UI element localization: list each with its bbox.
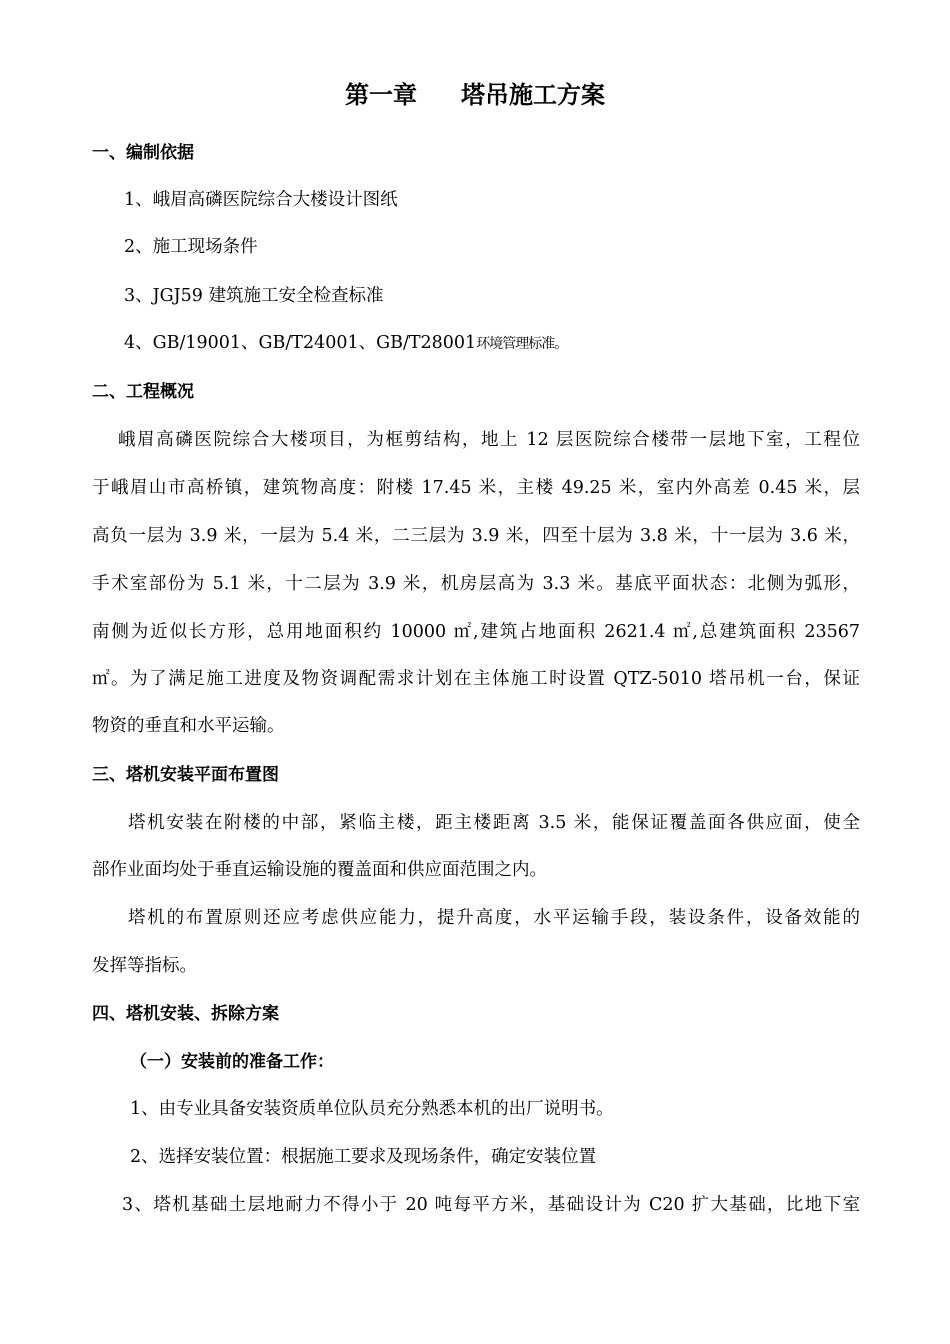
overview-line-7: 物资的垂直和水平运输。 — [92, 716, 285, 736]
overview-line-1: 峨眉高磷医院综合大楼项目，为框剪结构，地上 12 层医院综合楼带一层地下室，工程位 — [118, 430, 860, 450]
subsection-heading-prep: （一）安装前的准备工作： — [130, 1052, 334, 1072]
basis-item-4-tail: 环境管理标准。 — [476, 336, 568, 352]
overview-line-2: 于峨眉山市高桥镇，建筑物高度：附楼 17.45 米，主楼 49.25 米，室内外高差 0.45 米，层 — [92, 478, 860, 498]
layout-line-3: 塔机的布置原则还应考虑供应能力，提升高度，水平运输手段，装设条件，设备效能的 — [128, 908, 860, 928]
chapter-name: 塔吊施工方案 — [461, 81, 605, 109]
overview-line-6: ㎡。为了满足施工进度及物资调配需求计划在主体施工时设置 QTZ-5010 塔吊机一台，保证 — [92, 669, 860, 689]
prep-item-2: 2、选择安装位置：根据施工要求及现场条件，确定安装位置 — [130, 1147, 597, 1167]
basis-item-2: 2、施工现场条件 — [124, 237, 258, 257]
overview-line-4: 手术室部份为 5.1 米，十二层为 3.9 米，机房层高为 3.3 米。基底平面状态：北侧为弧形， — [92, 574, 860, 594]
layout-line-1: 塔机安装在附楼的中部，紧临主楼，距主楼距离 3.5 米，能保证覆盖面各供应面，使全 — [128, 813, 860, 833]
section-heading-basis: 一、编制依据 — [92, 143, 194, 163]
section-heading-install: 四、塔机安装、拆除方案 — [92, 1004, 279, 1024]
basis-item-1: 1、峨眉高磷医院综合大楼设计图纸 — [124, 190, 398, 210]
page-title — [0, 80, 950, 110]
section-heading-overview: 二、工程概况 — [92, 382, 194, 402]
chapter-number: 第一章 — [345, 81, 417, 109]
overview-line-3: 高负一层为 3.9 米，一层为 5.4 米，二三层为 3.9 米，四至十层为 3.8 米，十一层为 3.6 米， — [92, 526, 860, 546]
overview-line-5: 南侧为近似长方形，总用地面积约 10000 ㎡,建筑占地面积 2621.4 ㎡,总建筑面积 23567 — [92, 622, 860, 642]
section-heading-layout: 三、塔机安装平面布置图 — [92, 765, 279, 785]
basis-item-3: 3、JGJ59 建筑施工安全检查标准 — [124, 286, 384, 306]
layout-line-4: 发挥等指标。 — [92, 956, 197, 976]
basis-item-4-standards: 4、GB/19001、GB/T24001、GB/T28001 — [124, 333, 477, 353]
prep-item-1: 1、由专业具备安装资质单位队员充分熟悉本机的出厂说明书。 — [130, 1099, 614, 1119]
basis-item-4 — [124, 332, 567, 355]
prep-item-3: 3、塔机基础土层地耐力不得小于 20 吨每平方米，基础设计为 C20 扩大基础，比地下室 — [122, 1195, 860, 1215]
layout-line-2: 部作业面均处于垂直运输设施的覆盖面和供应面范围之内。 — [92, 860, 547, 880]
